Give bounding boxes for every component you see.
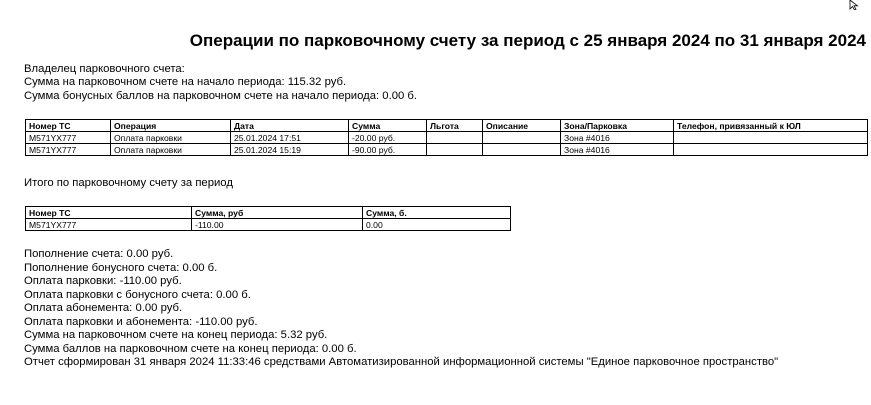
column-header: Телефон, привязанный к ЮЛ: [674, 120, 868, 132]
table-cell: 25.01.2024 17:51: [231, 132, 349, 144]
table-row: [26, 132, 868, 144]
mouse-cursor-icon: [849, 0, 861, 10]
column-header: Номер ТС: [26, 207, 192, 219]
table-row: [26, 219, 511, 231]
summary-line: Оплата абонемента: 0.00 руб.: [24, 302, 183, 314]
account-info: [24, 63, 417, 103]
summary-line: Оплата парковки и абонемента: -110.00 руб.: [24, 315, 258, 328]
table-cell: [427, 144, 483, 156]
table-row: [26, 144, 868, 156]
table-cell: Оплата парковки: [111, 144, 231, 156]
table-header-row: [26, 207, 511, 219]
table-cell: [674, 132, 868, 144]
table-cell: [483, 132, 561, 144]
summary-block: [24, 248, 778, 370]
summary-line: Оплата парковки с бонусного счета: 0.00 б.: [24, 288, 251, 301]
column-header: Зона/Парковка: [561, 120, 674, 132]
table-cell: Оплата парковки: [111, 132, 231, 144]
column-header: Описание: [483, 120, 561, 132]
summary-line: Оплата парковки: -110.00 руб.: [24, 275, 182, 287]
start-bonus-line: Сумма бонусных баллов на парковочном счете на начало периода: 0.00 б.: [24, 89, 418, 102]
totals-title: Итого по парковочному счету за период: [24, 177, 233, 189]
totals-table: [25, 206, 511, 231]
summary-line: Сумма баллов на парковочном счете на конец периода: 0.00 б.: [24, 342, 357, 355]
column-header: Операция: [111, 120, 231, 132]
table-cell: -20.00 руб.: [349, 132, 427, 144]
table-cell: [427, 132, 483, 144]
summary-line: Сумма на парковочном счете на конец периода: 5.32 руб.: [24, 329, 328, 341]
table-cell: M571YX777: [26, 219, 192, 231]
table-cell: 25.01.2024 15:19: [231, 144, 349, 156]
table-cell: -90.00 руб.: [349, 144, 427, 156]
summary-line: Пополнение счета: 0.00 руб.: [24, 248, 174, 260]
table-cell: Зона #4016: [561, 144, 674, 156]
table-cell: 0.00: [363, 219, 511, 231]
column-header: Сумма, руб: [192, 207, 363, 219]
column-header: Дата: [231, 120, 349, 132]
report-footer: Отчет сформирован 31 января 2024 11:33:46 средствами Автоматизированной информационной системы "Единое парковочное пространство": [24, 356, 779, 368]
table-cell: [483, 144, 561, 156]
table-cell: M571YX777: [26, 132, 111, 144]
table-header-row: [26, 120, 868, 132]
table-cell: -110.00: [192, 219, 363, 231]
start-balance-line: Сумма на парковочном счете на начало периода: 115.32 руб.: [24, 76, 347, 89]
column-header: Сумма: [349, 120, 427, 132]
report-title: Операции по парковочному счету за период с 25 января 2024 по 31 января 2024: [189, 31, 866, 50]
column-header: Сумма, б.: [363, 207, 511, 219]
table-cell: [674, 144, 868, 156]
operations-table: [25, 119, 868, 156]
table-cell: Зона #4016: [561, 132, 674, 144]
summary-line: Пополнение бонусного счета: 0.00 б.: [24, 261, 218, 274]
column-header: Льгота: [427, 120, 483, 132]
table-cell: M571YX777: [26, 144, 111, 156]
column-header: Номер ТС: [26, 120, 111, 132]
owner-line: Владелец парковочного счета:: [24, 63, 185, 75]
